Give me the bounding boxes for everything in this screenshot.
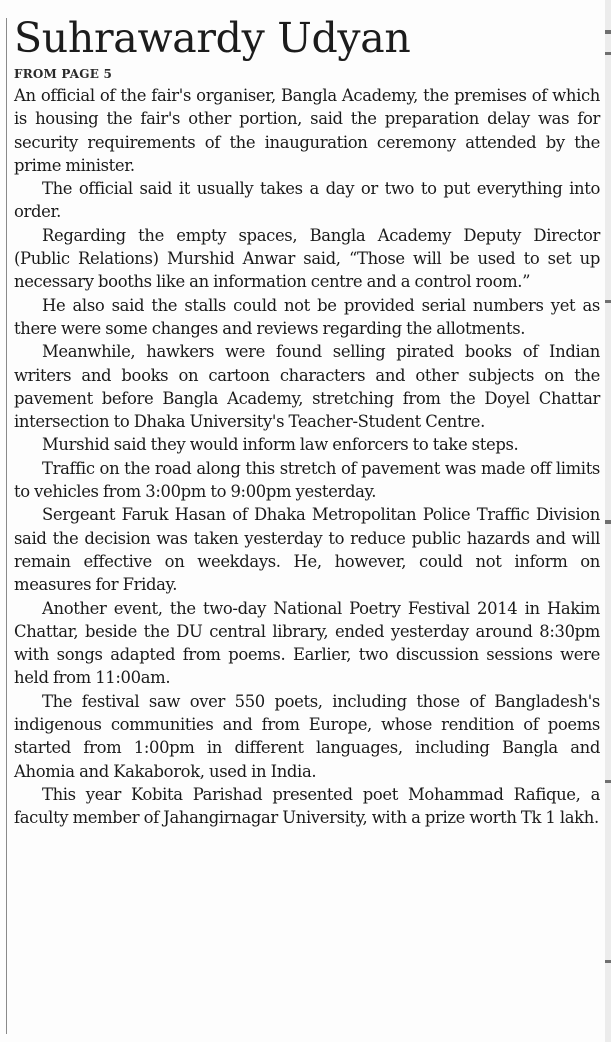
paragraph: Traffic on the road along this stretch of pavement was made off limits to vehicles from 3:00pm to 9:00pm yesterday. bbox=[14, 458, 600, 502]
edge-mark bbox=[605, 52, 611, 55]
paragraph: Another event, the two-day National Poetry Festival 2014 in Hakim Chattar, beside the DU central library, ended yesterday around 8:30pm with songs adapted from poems. Earlier, two discussion sessions were held from 11:00am. bbox=[14, 598, 600, 688]
paragraph: Murshid said they would inform law enforcers to take steps. bbox=[42, 435, 519, 455]
paragraph: The official said it usually takes a day or two to put everything into order. bbox=[14, 179, 600, 222]
edge-mark bbox=[605, 520, 611, 524]
edge-mark bbox=[605, 780, 611, 783]
article-headline: Suhrawardy Udyan bbox=[14, 14, 411, 62]
paragraph: This year Kobita Parishad presented poet Mohammad Rafique, a faculty member of Jahangirnagar University, with a prize worth Tk 1 lakh. bbox=[14, 784, 600, 828]
paragraph: An official of the fair's organiser, Bangla Academy, the premises of which is housing the fair's other portion, said the preparation delay was for security requirements of the inauguration ceremony attended by the prime minister. bbox=[14, 86, 600, 175]
edge-mark bbox=[605, 30, 611, 34]
paragraph: Meanwhile, hawkers were found selling pirated books of Indian writers and books on cartoon characters and other subjects on the pavement before Bangla Academy, stretching from the Doyel Chattar intersection to Dhaka University's Teacher-Student Centre. bbox=[14, 342, 600, 432]
jump-label: FROM PAGE 5 bbox=[14, 67, 112, 81]
article-body bbox=[14, 84, 600, 830]
adjacent-column-edge bbox=[605, 0, 611, 1042]
edge-mark bbox=[605, 960, 611, 963]
paragraph: Regarding the empty spaces, Bangla Academy Deputy Director (Public Relations) Murshid Anwar said, “Those will be used to set up necessary booths like an information centre and a control room.” bbox=[14, 225, 600, 292]
paragraph: Sergeant Faruk Hasan of Dhaka Metropolitan Police Traffic Division said the decision was taken yesterday to reduce public hazards and will remain effective on weekdays. He, however, could not inform on measures for Friday. bbox=[14, 505, 600, 595]
column-rule bbox=[6, 18, 7, 1034]
paragraph: He also said the stalls could not be provided serial numbers yet as there were some changes and reviews regarding the allotments. bbox=[14, 295, 600, 338]
paragraph: The festival saw over 550 poets, including those of Bangladesh's indigenous communities and from Europe, whose rendition of poems started from 1:00pm in different languages, including Bangla and Ahomia and Kakaborok, used in India. bbox=[14, 691, 600, 781]
article bbox=[14, 14, 600, 830]
edge-mark bbox=[605, 300, 611, 303]
